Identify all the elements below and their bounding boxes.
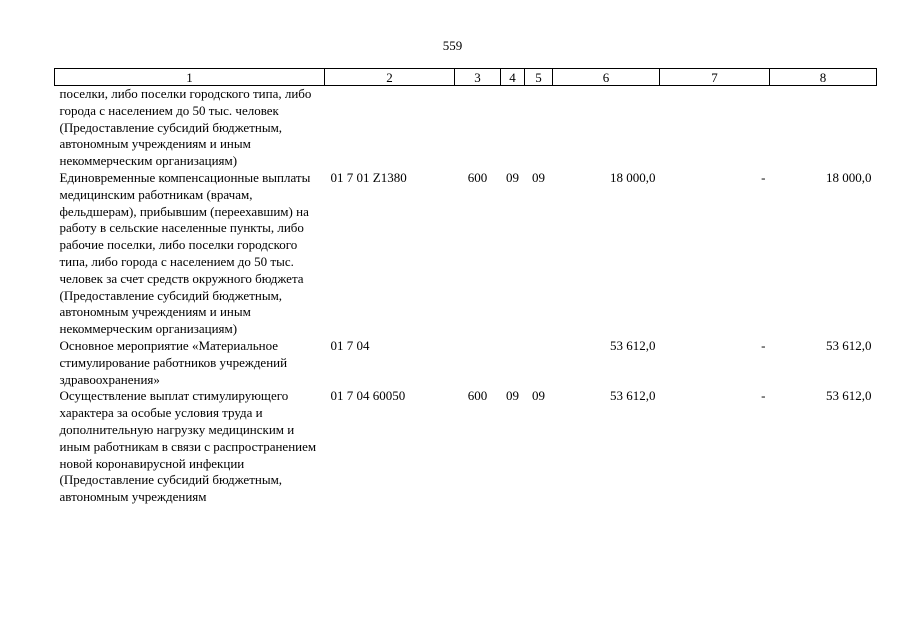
row-rz: 09 <box>506 388 519 404</box>
row-rz: 09 <box>506 169 519 185</box>
column-header-7: 7 <box>660 69 770 86</box>
row-value-6: 53 612,0 <box>610 337 656 353</box>
row-pr: 09 <box>532 169 545 185</box>
row-code: 01 7 04 <box>330 337 370 353</box>
row-value-7: - <box>761 169 766 185</box>
column-header-1: 1 <box>55 69 325 86</box>
column-header-8: 8 <box>770 69 877 86</box>
row-code <box>325 86 455 170</box>
row-code: 01 7 04 60050 <box>330 388 406 404</box>
row-value-7 <box>660 86 770 170</box>
row-code: 01 7 01 Z1380 <box>330 169 407 185</box>
column-header-6: 6 <box>553 69 660 86</box>
row-name: Осуществление выплат стимулирующего характера за особые условия труда и дополнительную нагрузку медицинским и иным работникам в связи с распространением новой коронавирусной инфекции (Предоставление субсидий бюджетным, автономным учреждениям <box>59 388 317 505</box>
row-name: Единовременные компенсационные выплаты медицинским работникам (врачам, фельдшерам), прибывшим (переехавшим) на работу в сельские населенные пункты, либо рабочие поселки, либо поселки городского типа, либо города с населением до 50 тыс. человек за счет средств окружного бюджета (Предоставление субсидий бюджетным, автономным учреждениям и иным некоммерческим организациям) <box>59 169 311 337</box>
column-header-5: 5 <box>525 69 553 86</box>
row-value-7: - <box>761 337 766 353</box>
row-value-6: 18 000,0 <box>610 169 656 185</box>
row-name: поселки, либо поселки городского типа, либо города с населением до 50 тыс. человек (Предоставление субсидий бюджетным, автономным учреждениям и иным некоммерческим организациям) <box>59 86 312 169</box>
row-value-7: - <box>761 388 766 404</box>
row-value-6 <box>553 86 660 170</box>
row-vr: 600 <box>467 388 488 404</box>
row-vr <box>455 338 501 388</box>
table-row <box>55 170 877 338</box>
table-header-row <box>55 69 877 86</box>
table-row <box>55 388 877 506</box>
row-pr: 09 <box>532 388 545 404</box>
table-row <box>55 86 877 170</box>
column-header-4: 4 <box>501 69 525 86</box>
row-rz <box>501 338 525 388</box>
row-name: Основное мероприятие «Материальное стимулирование работников учреждений здравоохранения» <box>59 337 288 387</box>
row-value-8: 53 612,0 <box>826 337 872 353</box>
budget-table <box>54 68 877 506</box>
row-rz <box>501 86 525 170</box>
page-number: 559 <box>442 38 463 53</box>
row-value-8: 18 000,0 <box>826 169 872 185</box>
row-vr <box>455 86 501 170</box>
row-vr: 600 <box>467 169 488 185</box>
row-pr <box>525 338 553 388</box>
row-value-8 <box>770 86 877 170</box>
row-pr <box>525 86 553 170</box>
column-header-3: 3 <box>455 69 501 86</box>
table-row <box>55 338 877 388</box>
row-value-6: 53 612,0 <box>610 388 656 404</box>
column-header-2: 2 <box>325 69 455 86</box>
row-value-8: 53 612,0 <box>826 388 872 404</box>
